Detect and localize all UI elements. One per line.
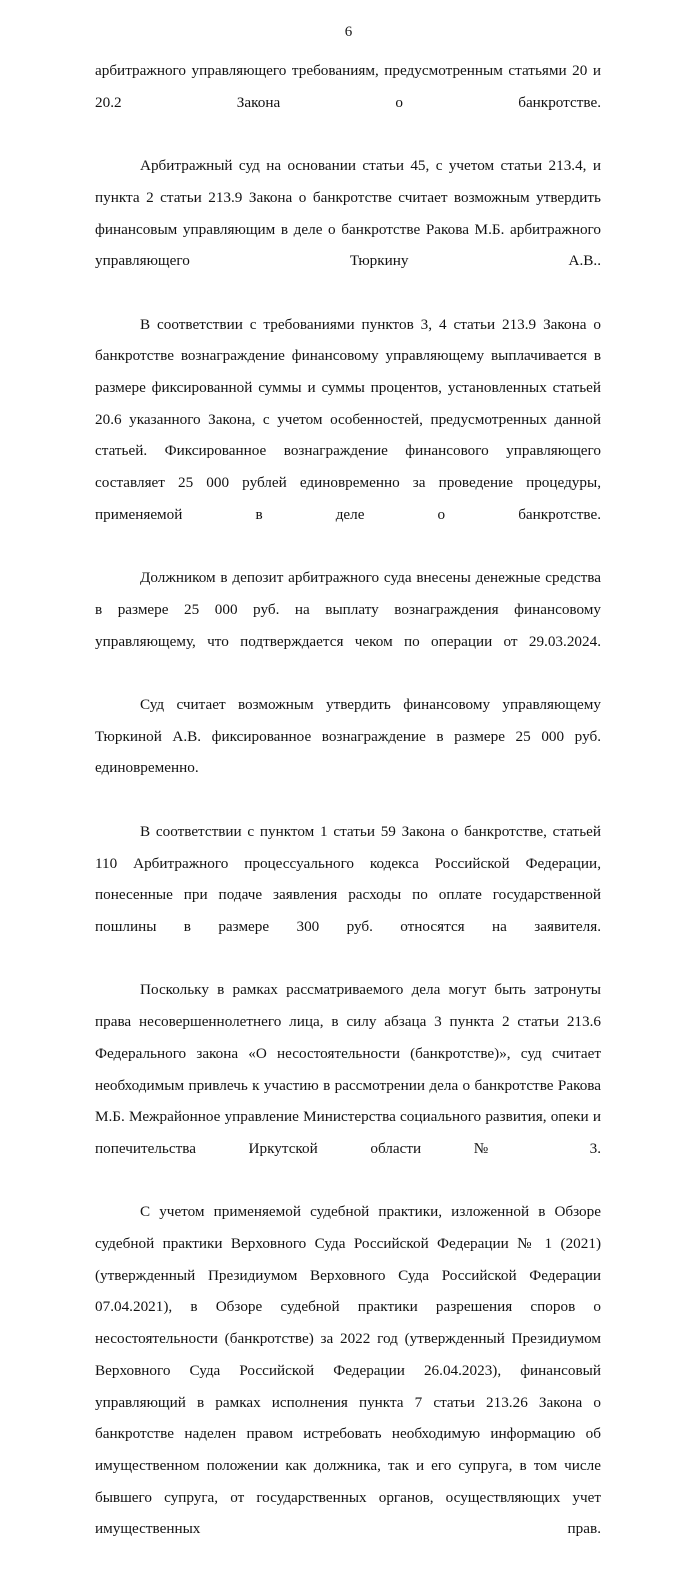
- paragraph: Поскольку в рамках рассматриваемого дела могут быть затронуты права несовершеннолетнего лица, в силу абзаца 3 пункта 2 статьи 213.6 Федерального закона «О несостоятельности (банкротстве)», суд считает необходимым привлечь к участию в рассмотрении дела о банкротстве Ракова М.Б. Межрайонное управление Министерства социального развития, опеки и попечительства Иркутской области № 3.: [95, 981, 601, 1157]
- paragraph: арбитражного управляющего требованиям, предусмотренным статьями 20 и 20.2 Закона о банкротстве.: [95, 62, 601, 111]
- document-body: [95, 55, 601, 1577]
- paragraph: В соответствии с пунктом 1 статьи 59 Закона о банкротстве, статьей 110 Арбитражного процессуального кодекса Российской Федерации, понесенные при подаче заявления расходы по оплате государственной пошлины в размере 300 руб. относятся на заявителя.: [95, 822, 601, 935]
- paragraph: Должником в депозит арбитражного суда внесены денежные средства в размере 25 000 руб. на выплату вознаграждения финансовому управляющему, что подтверждается чеком по операции от 29.03.2024.: [95, 569, 601, 650]
- paragraph: Арбитражный суд на основании статьи 45, с учетом статьи 213.4, и пункта 2 статьи 213.9 Закона о банкротстве считает возможным утвердить финансовым управляющим в деле о банкротстве Ракова М.Б. арбитражного управляющего Тюркину А.В..: [95, 157, 601, 270]
- page-number: 6: [344, 24, 353, 40]
- paragraph: Суд считает возможным утвердить финансовому управляющему Тюркиной А.В. фиксированное вознаграждение в размере 25 000 руб. единовременно.: [95, 696, 601, 777]
- paragraph: В соответствии с требованиями пунктов 3, 4 статьи 213.9 Закона о банкротстве вознаграждение финансовому управляющему выплачивается в размере фиксированной суммы и суммы процентов, установленных статьей 20.6 указанного Закона, с учетом особенностей, предусмотренных данной статьей. Фиксированное вознаграждение финансового управляющего составляет 25 000 рублей единовременно за проведение процедуры, применяемой в деле о банкротстве.: [95, 315, 601, 523]
- paragraph: С учетом применяемой судебной практики, изложенной в Обзоре судебной практики Верховного Суда Российской Федерации № 1 (2021) (утвержденный Президиумом Верховного Суда Российской Федерации 07.04.2021), в Обзоре судебной практики разрешения споров о несостоятельности (банкротстве) за 2022 год (утвержденный Президиумом Верховного Суда Российской Федерации 26.04.2023), финансовый управляющий в рамках исполнения пункта 7 статьи 213.26 Закона о банкротстве наделен правом истребовать необходимую информацию об имущественном положении как должника, так и его супруга, в том числе бывшего супруга, от государственных органов, осуществляющих учет имущественных прав.: [95, 1203, 601, 1538]
